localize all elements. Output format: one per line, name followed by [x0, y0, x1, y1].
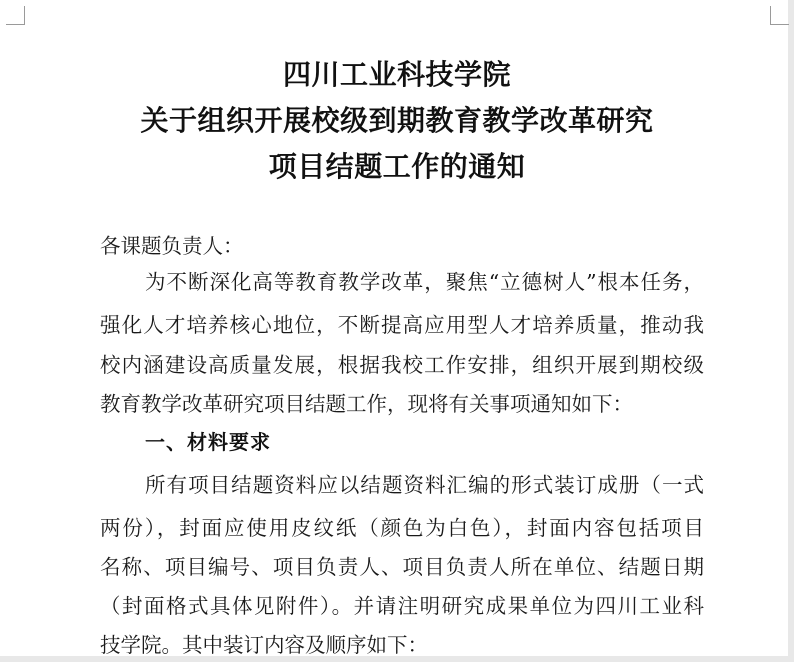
- paragraph-line: 为不断深化高等教育教学改革，聚焦“立德树人”根本任务，: [145, 270, 704, 294]
- margin-corner-mark: [770, 6, 789, 25]
- document-title-line-1: 四川工业科技学院: [282, 58, 511, 91]
- document-title-line-2: 关于组织开展校级到期教育教学改革研究: [140, 104, 654, 137]
- margin-corner-mark: [6, 6, 25, 25]
- paragraph-line: 两份），封面应使用皮纹纸（颜色为白色），封面内容包括项目: [100, 516, 704, 540]
- paragraph-line: 所有项目结题资料应以结题资料汇编的形式装订成册（一式: [145, 473, 704, 497]
- paragraph-line: 强化人才培养核心地位，不断提高应用型人才培养质量，推动我: [100, 313, 704, 337]
- document-title-line-3: 项目结题工作的通知: [268, 150, 526, 183]
- paragraph-line: 校内涵建设高质量发展，根据我校工作安排，组织开展到期校级: [100, 353, 704, 377]
- paragraph-line: 教育教学改革研究项目结题工作，现将有关事项通知如下：: [100, 392, 633, 416]
- paragraph-line: 名称、项目编号、项目负责人、项目负责人所在单位、结题日期: [100, 555, 704, 579]
- paragraph-line: 技学院。其中装订内容及顺序如下：: [100, 633, 428, 657]
- salutation: 各课题负责人：: [100, 234, 244, 258]
- paragraph-line: （封面格式具体见附件）。并请注明研究成果单位为四川工业科: [100, 594, 704, 618]
- section-heading: 一、材料要求: [145, 430, 271, 454]
